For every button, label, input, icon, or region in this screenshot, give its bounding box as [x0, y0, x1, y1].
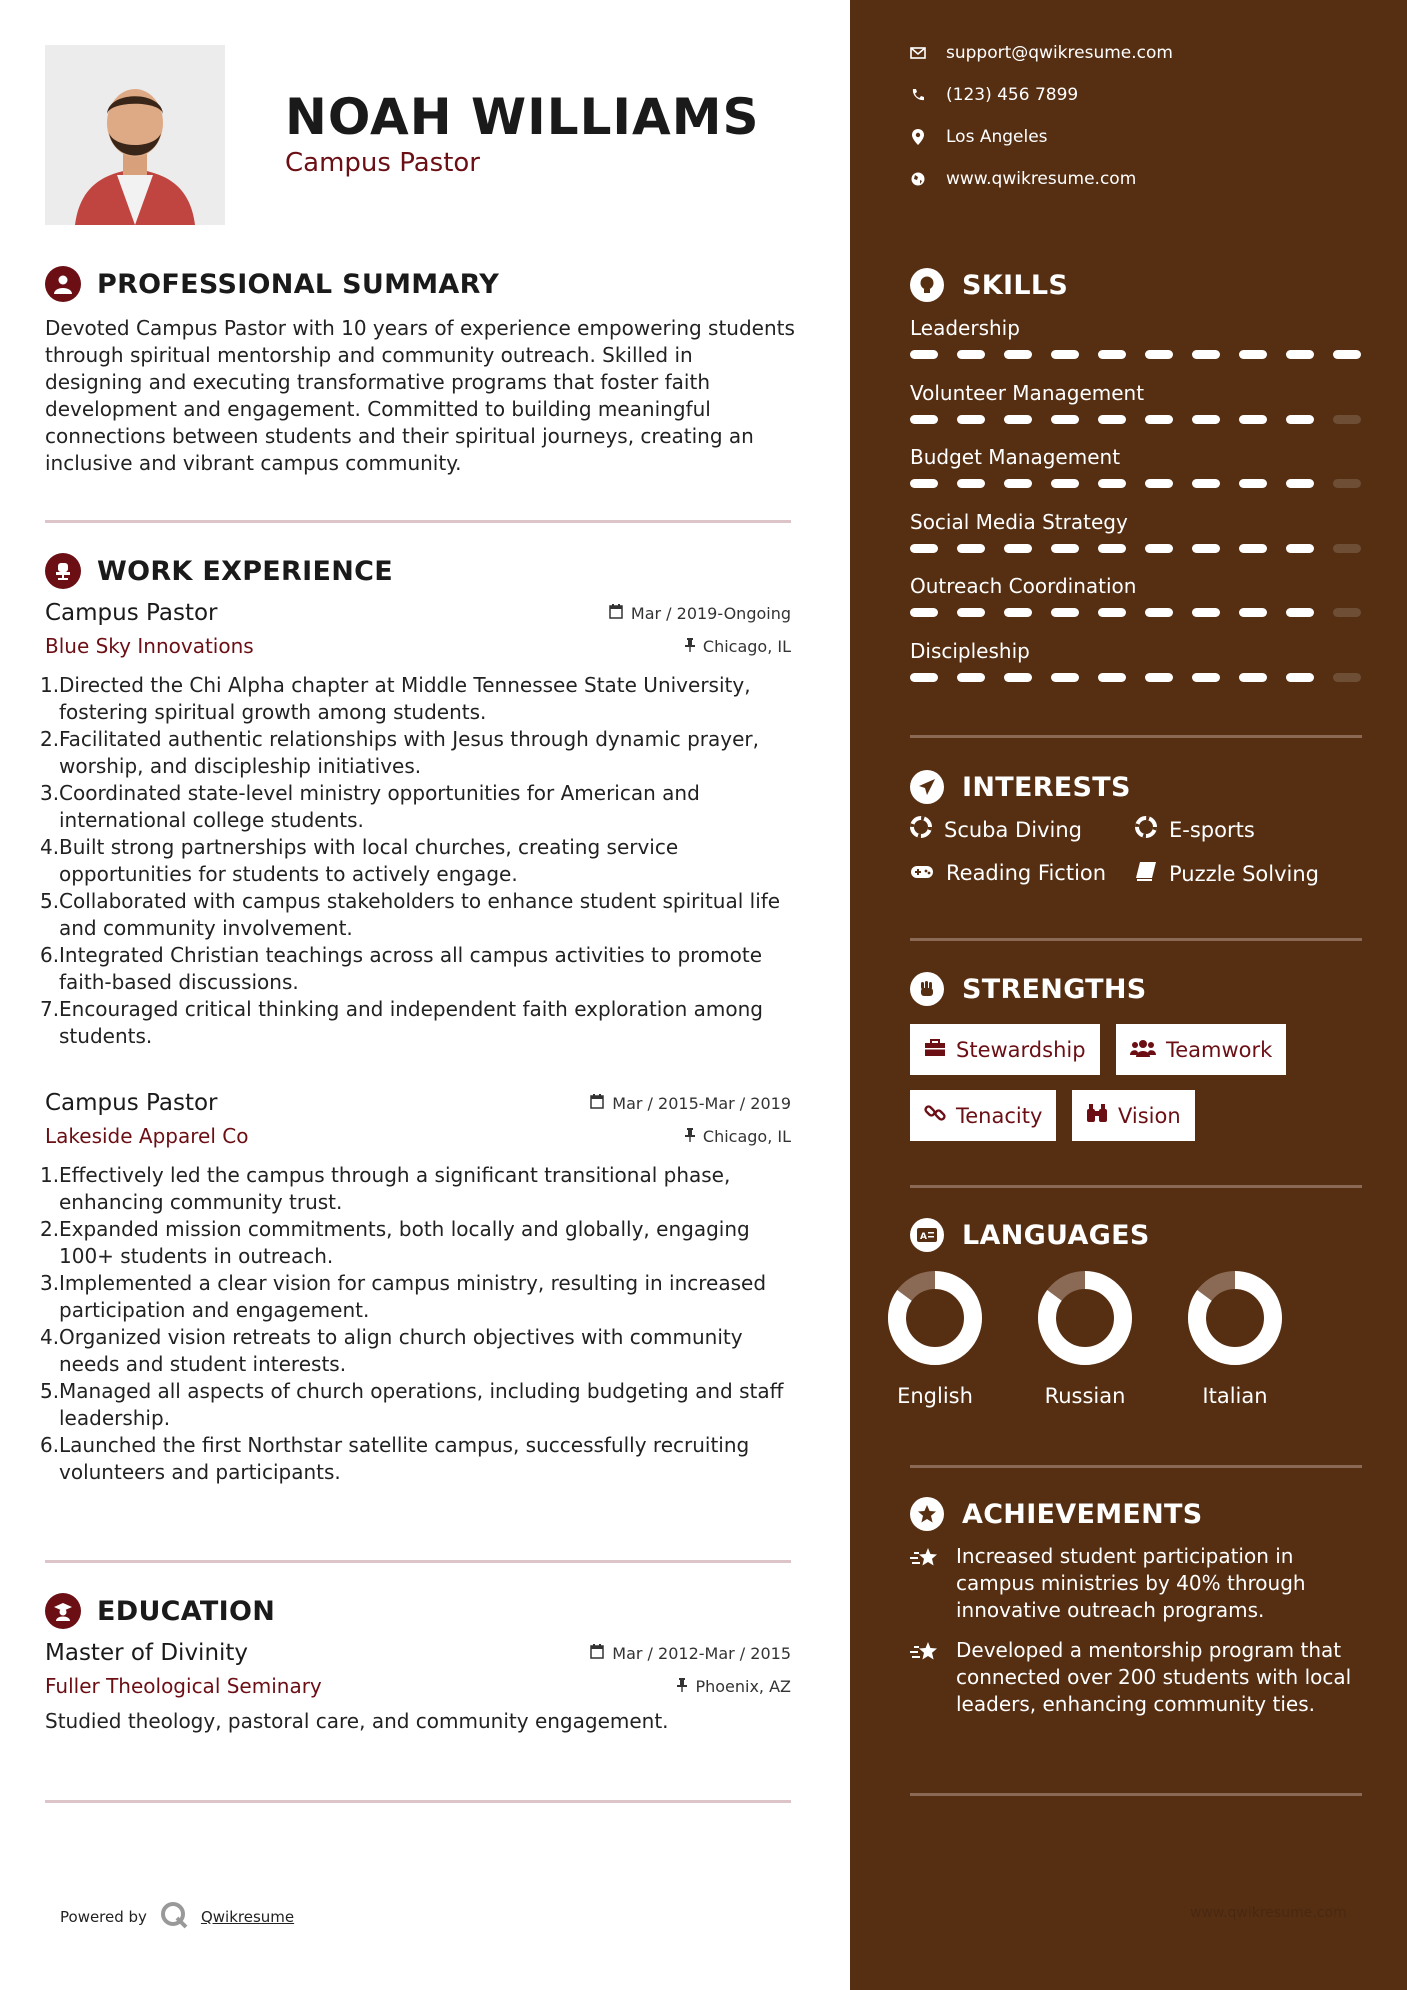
education-title: EDUCATION [97, 1595, 276, 1627]
life-ring-icon [1135, 816, 1157, 843]
skill-level-dash [1004, 544, 1032, 553]
skill-level-dash [1145, 544, 1173, 553]
skill-level-dash [1004, 350, 1032, 359]
skill-level-bar [910, 350, 1362, 360]
qwikresume-logo-icon [159, 1900, 189, 1934]
user-circle-icon [45, 266, 81, 302]
list-item: 5. Collaborated with campus stakeholders to enhance student spiritual life and community involvement. [40, 889, 781, 940]
skill-level-dash [1286, 673, 1314, 682]
skill-level-dash [957, 544, 985, 553]
candidate-role: Campus Pastor [285, 148, 480, 178]
skill-item [910, 574, 1362, 618]
strength-badge: Tenacity [910, 1090, 1056, 1141]
skill-level-dash [1051, 350, 1079, 359]
school-name: Fuller Theological Seminary [45, 1674, 322, 1698]
skill-level-dash [1145, 350, 1173, 359]
divider [45, 1800, 791, 1803]
experience-header [45, 553, 393, 589]
qwikresume-link[interactable]: Qwikresume [200, 1908, 295, 1926]
skill-level-dash [1145, 608, 1173, 617]
pin-icon [685, 637, 695, 656]
strengths-header [910, 972, 1147, 1006]
company-name: Lakeside Apparel Co [45, 1124, 249, 1148]
job-bullets [40, 1162, 791, 1486]
achievements-header [910, 1497, 1203, 1531]
list-item: 4. Built strong partnerships with local churches, creating service opportunities for students to actively engage. [40, 835, 679, 886]
skill-level-dash [1192, 350, 1220, 359]
language-label: English [897, 1384, 973, 1408]
book-icon [1135, 861, 1157, 886]
job-entry [40, 600, 791, 1050]
skill-level-dash [1333, 608, 1361, 617]
degree-title: Master of Divinity [45, 1640, 249, 1666]
skill-level-dash [910, 350, 938, 359]
skill-level-dash [1239, 544, 1267, 553]
calendar-icon [609, 604, 623, 623]
contact-email: support@qwikresume.com [910, 43, 1173, 63]
skill-level-dash [1098, 544, 1126, 553]
skills-header [910, 268, 1068, 302]
skill-level-dash [1239, 608, 1267, 617]
skill-level-dash [1145, 673, 1173, 682]
list-item: 3. Implemented a clear vision for campus ministry, resulting in increased participation and engagement. [40, 1271, 767, 1322]
list-item: 2. Expanded mission commitments, both locally and globally, engaging 100+ students in outreach. [40, 1217, 750, 1268]
skill-level-dash [1004, 608, 1032, 617]
contact-phone: (123) 456 7899 [910, 85, 1078, 105]
skill-level-dash [910, 673, 938, 682]
skill-level-dash [1051, 608, 1079, 617]
skill-item [910, 316, 1362, 360]
summary-text: Devoted Campus Pastor with 10 years of experience empowering students through spiritual mentorship and community outreach. Skilled in designing and executing transformative programs that foster faith development and engagement. Committed to building meaningful connections between students and their spiritual journeys, creating an inclusive and vibrant campus community. [45, 316, 795, 475]
skill-level-dash [1192, 479, 1220, 488]
education-location: Phoenix, AZ [677, 1677, 791, 1696]
education-date: Mar / 2012-Mar / 2015 [590, 1644, 791, 1663]
skill-level-dash [1051, 415, 1079, 424]
job-title: Campus Pastor [45, 600, 218, 626]
skills-title: SKILLS [962, 269, 1069, 301]
gamepad-icon [910, 861, 934, 885]
company-name: Blue Sky Innovations [45, 634, 254, 658]
skill-level-dash [1239, 350, 1267, 359]
interest-item: Reading Fiction [910, 861, 1106, 885]
shooting-star-icon [910, 1543, 942, 1624]
job-date: Mar / 2015-Mar / 2019 [590, 1094, 791, 1113]
skill-level-dash [1286, 415, 1314, 424]
skill-item [910, 445, 1362, 489]
languages-title: LANGUAGES [962, 1219, 1150, 1251]
skill-level-dash [957, 479, 985, 488]
list-item: 5. Managed all aspects of church operations, including budgeting and staff leadership. [40, 1379, 784, 1430]
sidebar [850, 0, 1407, 1990]
skill-name: Volunteer Management [910, 380, 1145, 405]
link-icon [924, 1102, 946, 1129]
achievement-item: Increased student participation in campus ministries by 40% through innovative outreach programs. [910, 1543, 1370, 1624]
languages-header [910, 1218, 1150, 1252]
skill-level-bar [910, 673, 1362, 683]
lightbulb-icon [910, 268, 944, 302]
footer-watermark: www.qwikresume.com [1190, 1905, 1347, 1921]
skill-level-dash [1051, 673, 1079, 682]
skill-level-dash [1286, 350, 1314, 359]
skill-level-dash [1192, 544, 1220, 553]
divider [910, 938, 1362, 941]
skill-level-dash [1333, 415, 1361, 424]
phone-icon [910, 88, 926, 102]
chair-icon [45, 553, 81, 589]
skill-level-dash [1333, 350, 1361, 359]
skill-level-dash [1051, 544, 1079, 553]
proficiency-ring [887, 1270, 983, 1366]
skill-level-dash [1004, 673, 1032, 682]
skill-level-dash [1239, 415, 1267, 424]
map-marker-icon [910, 129, 926, 145]
profile-photo [45, 45, 225, 225]
svg-text:A: A [920, 1232, 927, 1242]
job-location: Chicago, IL [685, 1127, 791, 1146]
fist-icon [910, 972, 944, 1006]
star-badge-icon [910, 1497, 944, 1531]
skill-level-dash [1192, 673, 1220, 682]
calendar-icon [590, 1644, 604, 1663]
binoculars-icon [1086, 1103, 1108, 1128]
skill-level-dash [1333, 479, 1361, 488]
list-item: 6. Launched the first Northstar satellite campus, successfully recruiting volunteers and participants. [40, 1433, 750, 1484]
skill-level-dash [1333, 544, 1361, 553]
skill-level-dash [1145, 415, 1173, 424]
skill-item [910, 510, 1362, 554]
proficiency-ring [1037, 1270, 1133, 1366]
candidate-name: NOAH WILLIAMS [285, 88, 760, 146]
job-entry [40, 1090, 791, 1486]
envelope-icon [910, 47, 926, 59]
interests-title: INTERESTS [962, 771, 1131, 803]
achievement-item: Developed a mentorship program that connected over 200 students with local leaders, enhancing community ties. [910, 1637, 1370, 1718]
skill-level-dash [1145, 479, 1173, 488]
skill-name: Social Media Strategy [910, 509, 1128, 534]
skill-level-dash [957, 350, 985, 359]
shooting-star-icon [910, 1637, 942, 1718]
strength-badge: Teamwork [1116, 1024, 1286, 1075]
skill-level-dash [1192, 608, 1220, 617]
experience-title: WORK EXPERIENCE [97, 555, 393, 587]
language-icon [910, 1218, 944, 1252]
strength-badge: Stewardship [910, 1024, 1100, 1075]
language-item [1020, 1270, 1150, 1408]
skill-level-dash [1286, 608, 1314, 617]
summary-title: PROFESSIONAL SUMMARY [97, 268, 500, 300]
skill-level-dash [1098, 608, 1126, 617]
interest-item: Scuba Diving [910, 816, 1082, 843]
interests-header [910, 770, 1131, 804]
job-title: Campus Pastor [45, 1090, 218, 1116]
proficiency-ring [1187, 1270, 1283, 1366]
skill-level-dash [1004, 415, 1032, 424]
skill-level-dash [910, 415, 938, 424]
interest-item: E-sports [1135, 816, 1255, 843]
education-header [45, 1593, 275, 1629]
language-item [1170, 1270, 1300, 1408]
interest-item: Puzzle Solving [1135, 861, 1319, 886]
skill-level-dash [1098, 350, 1126, 359]
skill-level-dash [1004, 479, 1032, 488]
calendar-icon [590, 1094, 604, 1113]
strengths-title: STRENGTHS [962, 973, 1147, 1005]
education-entry [45, 1640, 791, 1735]
list-item: 2. Facilitated authentic relationships with Jesus through dynamic prayer, worship, and discipleship initiatives. [40, 727, 759, 778]
skill-name: Leadership [910, 316, 1020, 340]
skill-level-bar [910, 415, 1362, 425]
skill-level-dash [957, 673, 985, 682]
skill-level-dash [910, 544, 938, 553]
skill-name: Outreach Coordination [910, 574, 1137, 598]
language-label: Italian [1202, 1384, 1268, 1408]
skill-level-bar [910, 479, 1362, 489]
graduate-icon [45, 1593, 81, 1629]
contact-website: www.qwikresume.com [910, 169, 1136, 189]
divider [910, 1185, 1362, 1188]
life-ring-icon [910, 816, 932, 843]
divider [910, 1793, 1362, 1796]
list-item: 3. Coordinated state-level ministry opportunities for American and international college students. [40, 781, 700, 832]
divider [45, 1560, 791, 1563]
paper-plane-icon [910, 770, 944, 804]
skill-level-dash [1051, 479, 1079, 488]
pin-icon [685, 1127, 695, 1146]
briefcase-icon [924, 1038, 946, 1062]
job-bullets [40, 672, 791, 1050]
skill-level-dash [1192, 415, 1220, 424]
skill-level-dash [1098, 673, 1126, 682]
skill-item [910, 381, 1362, 425]
skill-level-dash [1286, 544, 1314, 553]
list-item: 6. Integrated Christian teachings across all campus activities to promote faith-based discussions. [40, 943, 763, 994]
globe-icon [910, 172, 926, 186]
pin-icon [677, 1677, 687, 1696]
skill-name: Budget Management [910, 445, 1121, 469]
skill-level-dash [1333, 673, 1361, 682]
skill-level-dash [957, 608, 985, 617]
skill-name: Discipleship [910, 638, 1030, 663]
achievements-title: ACHIEVEMENTS [962, 1498, 1203, 1530]
list-item: 4. Organized vision retreats to align church objectives with community needs and student interests. [40, 1325, 743, 1376]
job-location: Chicago, IL [685, 637, 791, 656]
divider [910, 735, 1362, 738]
skill-level-dash [1286, 479, 1314, 488]
skill-level-dash [910, 608, 938, 617]
skill-item [910, 639, 1362, 683]
skill-level-dash [1239, 673, 1267, 682]
powered-by: Powered by Qwikresume [60, 1900, 294, 1934]
skill-level-bar [910, 608, 1362, 618]
skill-level-dash [1239, 479, 1267, 488]
language-label: Russian [1044, 1384, 1126, 1408]
skill-level-dash [1098, 415, 1126, 424]
summary-header [45, 266, 499, 302]
education-description: Studied theology, pastoral care, and community engagement. [45, 1709, 669, 1733]
skill-level-bar [910, 544, 1362, 554]
list-item: 7. Encouraged critical thinking and independent faith exploration among students. [40, 997, 763, 1048]
divider [45, 520, 791, 523]
skill-level-dash [957, 415, 985, 424]
contact-location: Los Angeles [910, 127, 1048, 147]
language-item [870, 1270, 1000, 1408]
list-item: 1. Directed the Chi Alpha chapter at Middle Tennessee State University, fostering spiritual growth among students. [40, 673, 751, 724]
skill-level-dash [1098, 479, 1126, 488]
divider [910, 1465, 1362, 1468]
users-icon [1130, 1038, 1156, 1062]
strength-badge: Vision [1072, 1090, 1195, 1141]
list-item: 1. Effectively led the campus through a significant transitional phase, enhancing community trust. [40, 1163, 731, 1214]
skill-level-dash [910, 479, 938, 488]
job-date: Mar / 2019-Ongoing [609, 604, 791, 623]
